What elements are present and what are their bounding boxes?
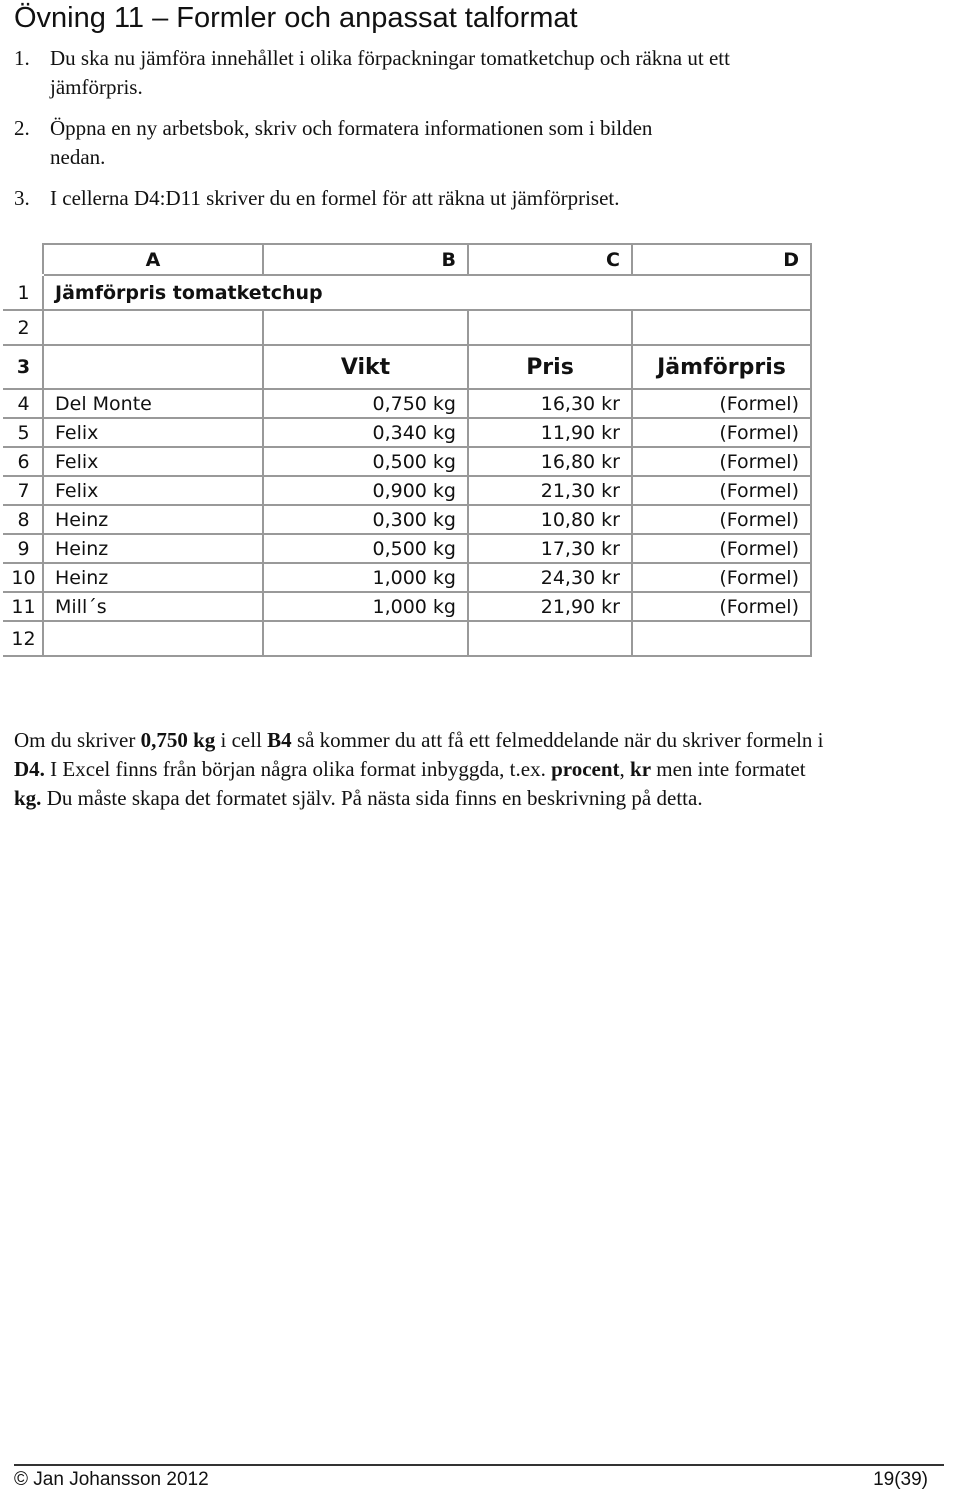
cell-brand: Heinz — [43, 505, 263, 534]
table-row — [4, 418, 811, 447]
para-bold: kr — [630, 757, 652, 781]
para-bold: kg. — [14, 786, 42, 810]
cell-weight: 0,300 kg — [263, 505, 468, 534]
cell-brand: Felix — [43, 447, 263, 476]
cell-brand: Mill´s — [43, 592, 263, 621]
corner-cell — [4, 244, 43, 275]
list-item-number: 3. — [14, 186, 30, 210]
cell-formula: (Formel) — [632, 534, 811, 563]
cell-price: 24,30 kr — [468, 563, 632, 592]
list-item — [14, 184, 810, 213]
cell-weight: 1,000 kg — [263, 592, 468, 621]
column-header-b: B — [263, 244, 468, 275]
cell-a — [43, 310, 263, 345]
para-bold: D4. — [14, 757, 45, 781]
row-number: 11 — [4, 592, 43, 621]
row-number: 12 — [4, 621, 43, 656]
cell-b — [263, 621, 468, 656]
cell-brand: Heinz — [43, 534, 263, 563]
para-bold: procent — [551, 757, 620, 781]
explanation-paragraph — [14, 726, 834, 813]
cell-a — [43, 621, 263, 656]
cell-brand: Heinz — [43, 563, 263, 592]
row-number: 5 — [4, 418, 43, 447]
spreadsheet-table — [3, 243, 812, 657]
cell-a — [43, 345, 263, 389]
cell-formula: (Formel) — [632, 505, 811, 534]
table-row — [4, 310, 811, 345]
table-row — [4, 592, 811, 621]
header-jamforpris: Jämförpris — [632, 345, 811, 389]
row-number: 8 — [4, 505, 43, 534]
row-number: 9 — [4, 534, 43, 563]
table-row — [4, 476, 811, 505]
row-number: 7 — [4, 476, 43, 505]
para-text: I Excel finns från början några olika format inbyggda, t.ex. — [44, 757, 552, 781]
row-number: 2 — [4, 310, 43, 345]
cell-weight: 1,000 kg — [263, 563, 468, 592]
cell-formula: (Formel) — [632, 447, 811, 476]
cell-formula: (Formel) — [632, 389, 811, 418]
column-header-d: D — [632, 244, 811, 275]
header-vikt: Vikt — [263, 345, 468, 389]
header-pris: Pris — [468, 345, 632, 389]
cell-d — [632, 621, 811, 656]
column-header-a: A — [43, 244, 263, 275]
list-item — [14, 114, 690, 172]
cell-weight: 0,750 kg — [263, 389, 468, 418]
para-text: Du måste skapa det formatet själv. På nästa sida finns en beskrivning på detta. — [41, 786, 703, 810]
table-row — [4, 621, 811, 656]
cell-brand: Felix — [43, 476, 263, 505]
para-bold: 0,750 kg — [140, 728, 216, 752]
row-number: 4 — [4, 389, 43, 418]
footer-divider — [14, 1464, 944, 1466]
row-number: 3 — [4, 345, 43, 389]
cell-weight: 0,500 kg — [263, 534, 468, 563]
cell-price: 21,30 kr — [468, 476, 632, 505]
cell-formula: (Formel) — [632, 563, 811, 592]
cell-price: 10,80 kr — [468, 505, 632, 534]
cell-formula: (Formel) — [632, 418, 811, 447]
footer-page-number: 19(39) — [873, 1469, 928, 1490]
cell-weight: 0,500 kg — [263, 447, 468, 476]
instruction-list — [14, 44, 810, 225]
row-number: 10 — [4, 563, 43, 592]
para-text: Om du skriver — [14, 728, 141, 752]
cell-brand: Felix — [43, 418, 263, 447]
column-header-c: C — [468, 244, 632, 275]
cell-price: 17,30 kr — [468, 534, 632, 563]
footer-copyright: © Jan Johansson 2012 — [14, 1469, 209, 1490]
cell-price: 16,80 kr — [468, 447, 632, 476]
cell-brand: Del Monte — [43, 389, 263, 418]
cell-price: 16,30 kr — [468, 389, 632, 418]
table-row — [4, 534, 811, 563]
para-bold: B4 — [267, 728, 292, 752]
row-number: 6 — [4, 447, 43, 476]
sheet-title-cell: Jämförpris tomatketchup — [43, 275, 811, 310]
list-item-text: Öppna en ny arbetsbok, skriv och formatera informationen som i bilden nedan. — [50, 116, 653, 169]
cell-price: 11,90 kr — [468, 418, 632, 447]
para-text: i cell — [215, 728, 268, 752]
cell-formula: (Formel) — [632, 592, 811, 621]
table-row — [4, 275, 811, 310]
list-item-number: 2. — [14, 116, 30, 140]
table-row — [4, 447, 811, 476]
para-text: , — [619, 757, 631, 781]
column-header-row — [4, 244, 811, 275]
page-title: Övning 11 – Formler och anpassat talformat — [14, 2, 578, 34]
row-number: 1 — [4, 275, 43, 310]
cell-c — [468, 621, 632, 656]
list-item-text: Du ska nu jämföra innehållet i olika förpackningar tomatketchup och räkna ut ett jämförpris. — [50, 46, 730, 99]
cell-b — [263, 310, 468, 345]
table-row — [4, 505, 811, 534]
cell-weight: 0,900 kg — [263, 476, 468, 505]
list-item-number: 1. — [14, 46, 30, 70]
cell-d — [632, 310, 811, 345]
cell-weight: 0,340 kg — [263, 418, 468, 447]
table-row — [4, 563, 811, 592]
table-row — [4, 345, 811, 389]
list-item-text: I cellerna D4:D11 skriver du en formel för att räkna ut jämförpriset. — [50, 186, 620, 210]
cell-formula: (Formel) — [632, 476, 811, 505]
list-item — [14, 44, 750, 102]
cell-c — [468, 310, 632, 345]
para-text: så kommer du att få ett felmeddelande när du skriver formeln i — [291, 728, 824, 752]
cell-price: 21,90 kr — [468, 592, 632, 621]
para-text: men inte formatet — [651, 757, 806, 781]
table-row — [4, 389, 811, 418]
